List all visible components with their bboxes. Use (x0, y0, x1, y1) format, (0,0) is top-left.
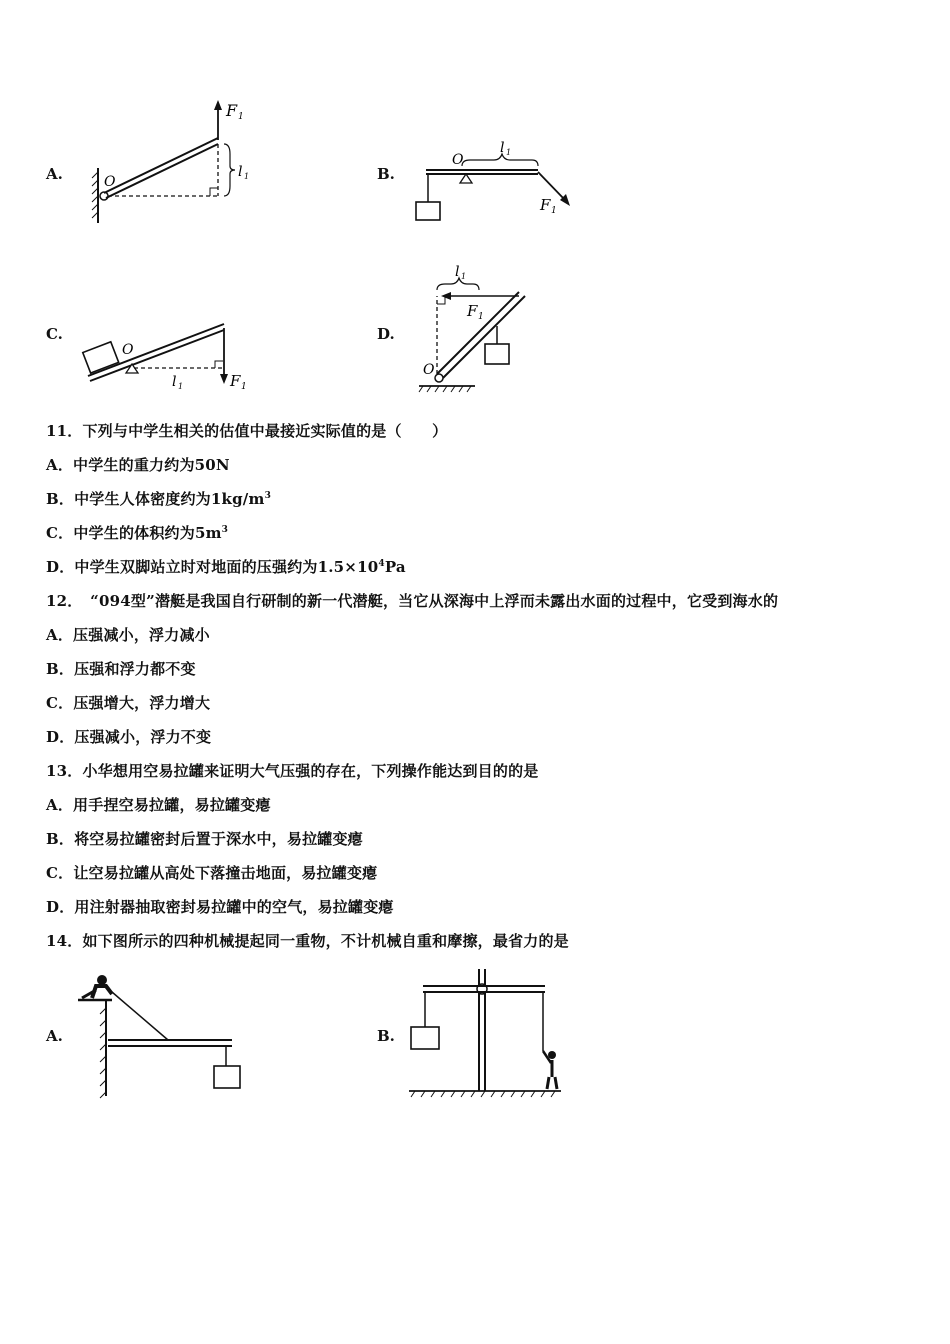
svg-text:F: F (467, 302, 478, 320)
svg-text:O: O (104, 174, 116, 190)
svg-text:1: 1 (506, 148, 512, 157)
q14-figure-b (405, 965, 575, 1100)
q10-figure-b (410, 140, 590, 225)
q11-option-c: C．中学生的体积约为$5m^3$ (46, 524, 229, 542)
svg-text:1: 1 (238, 112, 244, 122)
svg-text:1: 1 (478, 312, 484, 322)
q12-stem: 12． “094型”潜艇是我国自行研制的新一代潜艇，当它从深海中上浮而未露出水面的过程中，它受到海水的 (46, 592, 779, 610)
q11-stem: 11．下列与中学生相关的估值中最接近实际值的是（ ） (46, 422, 448, 440)
svg-text:l: l (172, 374, 177, 390)
q12-option-b: B．压强和浮力都不变 (46, 660, 196, 678)
svg-text:1: 1 (461, 272, 467, 281)
q14-option-a-letter: A. (46, 1027, 63, 1045)
q11-option-b: B．中学生人体密度约为$1kg/m^3$ (46, 490, 272, 508)
svg-text:l: l (500, 140, 505, 156)
q11-option-a: A．中学生的重力约为50N (46, 456, 230, 474)
q13-option-a: A．用手捏空易拉罐，易拉罐变瘪 (46, 796, 271, 814)
q13-option-b: B．将空易拉罐密封后置于深水中，易拉罐变瘪 (46, 830, 363, 848)
q10-option-a-letter: A. (46, 165, 63, 183)
svg-text:O: O (423, 362, 435, 378)
svg-text:1: 1 (244, 172, 250, 181)
q13-stem: 13．小华想用空易拉罐来证明大气压强的存在，下列操作能达到目的的是 (46, 762, 539, 780)
svg-text:1: 1 (178, 382, 184, 391)
svg-text:O: O (122, 342, 134, 358)
q13-option-c: C．让空易拉罐从高处下落撞击地面，易拉罐变瘪 (46, 864, 378, 882)
q10-figure-d (415, 262, 545, 397)
svg-text:1: 1 (551, 206, 557, 216)
svg-text:O: O (452, 152, 464, 168)
svg-text:l: l (238, 164, 243, 180)
svg-text:1: 1 (241, 382, 247, 392)
q12-option-a: A．压强减小，浮力减小 (46, 626, 210, 644)
q14-stem: 14．如下图所示的四种机械提起同一重物，不计机械自重和摩擦，最省力的是 (46, 932, 569, 950)
q10a-force-label: F (226, 101, 238, 120)
q13-option-d: D．用注射器抽取密封易拉罐中的空气，易拉罐变瘪 (46, 898, 394, 916)
q10-option-d-letter: D. (377, 325, 395, 343)
svg-text:F: F (540, 196, 551, 214)
q12-option-c: C．压强增大，浮力增大 (46, 694, 211, 712)
q10-option-b-letter: B. (377, 165, 395, 183)
q10-figure-a (90, 98, 270, 223)
svg-text:l: l (455, 264, 460, 280)
q12-option-d: D．压强减小，浮力不变 (46, 728, 212, 746)
q10-figure-c (80, 320, 260, 400)
svg-text:F: F (230, 372, 241, 390)
q11-option-d: D．中学生双脚站立时对地面的压强约为$1.5\times 10^4Pa$ (46, 558, 406, 576)
q14-option-b-letter: B. (377, 1027, 395, 1045)
q10-option-c-letter: C. (46, 325, 63, 343)
q14-figure-a (72, 968, 252, 1098)
